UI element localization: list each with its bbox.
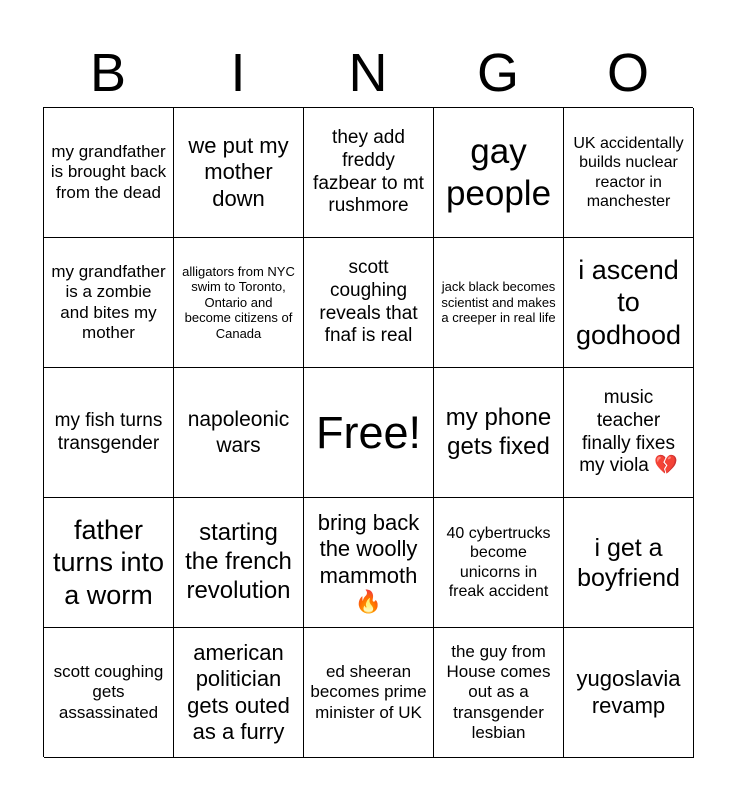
- cell-text: 40 cybertrucks become unicorns in freak accident: [446, 525, 551, 600]
- cell-text: my phone gets fixed: [445, 403, 552, 460]
- cell-text: they add freddy fazbear to mt rushmore: [313, 126, 424, 217]
- cell-text: scott coughing reveals that fnaf is real: [319, 256, 418, 347]
- header-letter-i: I: [230, 43, 246, 103]
- bingo-cell-r5c4[interactable]: [434, 628, 564, 758]
- cell-text: american politician gets outed as a furry: [187, 639, 290, 744]
- bingo-cell-r5c1[interactable]: [44, 628, 174, 758]
- cell-text: we put my mother down: [188, 132, 289, 211]
- header-letter-o: O: [606, 43, 649, 103]
- cell-text: starting the french revolution: [185, 519, 292, 604]
- header-letter-g: G: [476, 43, 519, 103]
- cell-text: scott coughing gets assassinated: [53, 661, 164, 722]
- bingo-cell-r2c3[interactable]: [304, 238, 434, 368]
- bingo-cell-r4c2[interactable]: [174, 498, 304, 628]
- cell-text: bring back the woolly mammoth 🔥: [317, 509, 420, 614]
- bingo-cell-r4c1[interactable]: [44, 498, 174, 628]
- cell-text: alligators from NYC swim to Toronto, Ontario and become citizens of Canada: [182, 263, 295, 341]
- cell-text: i get a boyfriend: [577, 533, 680, 592]
- cell-text: my fish turns transgender: [54, 409, 163, 454]
- bingo-cell-r5c3[interactable]: [304, 628, 434, 758]
- bingo-cell-r1c2[interactable]: [174, 108, 304, 238]
- bingo-cell-r1c5[interactable]: [564, 108, 694, 238]
- cell-text: UK accidentally builds nuclear reactor in manchester: [573, 135, 684, 210]
- cell-text: jack black becomes scientist and makes a creeper in real life: [441, 279, 556, 326]
- bingo-cell-free[interactable]: [304, 368, 434, 498]
- cell-text: gay people: [445, 131, 552, 213]
- bingo-cell-r3c2[interactable]: [174, 368, 304, 498]
- cell-text: father turns into a worm: [52, 514, 165, 610]
- cell-text: i ascend to godhood: [575, 254, 682, 350]
- bingo-cell-r1c3[interactable]: [304, 108, 434, 238]
- free-space-label: Free!: [315, 406, 422, 458]
- cell-text: ed sheeran becomes prime minister of UK: [310, 661, 427, 722]
- bingo-cell-r1c1[interactable]: [44, 108, 174, 238]
- bingo-cell-r5c2[interactable]: [174, 628, 304, 758]
- bingo-cell-r2c2[interactable]: [174, 238, 304, 368]
- bingo-cell-r1c4[interactable]: [434, 108, 564, 238]
- cell-text: yugoslavia revamp: [576, 666, 681, 718]
- cell-text: napoleonic wars: [187, 408, 290, 457]
- header-letter-n: N: [348, 43, 388, 103]
- bingo-header: [43, 38, 693, 108]
- bingo-cell-r5c5[interactable]: [564, 628, 694, 758]
- cell-text: music teacher finally fixes my viola 💔: [579, 386, 678, 477]
- bingo-cell-r2c1[interactable]: [44, 238, 174, 368]
- header-letter-b: B: [89, 43, 127, 103]
- bingo-cell-r3c1[interactable]: [44, 368, 174, 498]
- bingo-cell-r4c3[interactable]: [304, 498, 434, 628]
- bingo-cell-r2c4[interactable]: [434, 238, 564, 368]
- cell-text: my grandfather is a zombie and bites my mother: [51, 261, 166, 342]
- bingo-card-grid: [43, 107, 693, 757]
- cell-text: my grandfather is brought back from the dead: [50, 141, 167, 202]
- bingo-cell-r3c4[interactable]: [434, 368, 564, 498]
- bingo-cell-r2c5[interactable]: [564, 238, 694, 368]
- bingo-cell-r3c5[interactable]: [564, 368, 694, 498]
- cell-text: the guy from House comes out as a transgender lesbian: [446, 641, 551, 743]
- bingo-cell-r4c5[interactable]: [564, 498, 694, 628]
- bingo-cell-r4c4[interactable]: [434, 498, 564, 628]
